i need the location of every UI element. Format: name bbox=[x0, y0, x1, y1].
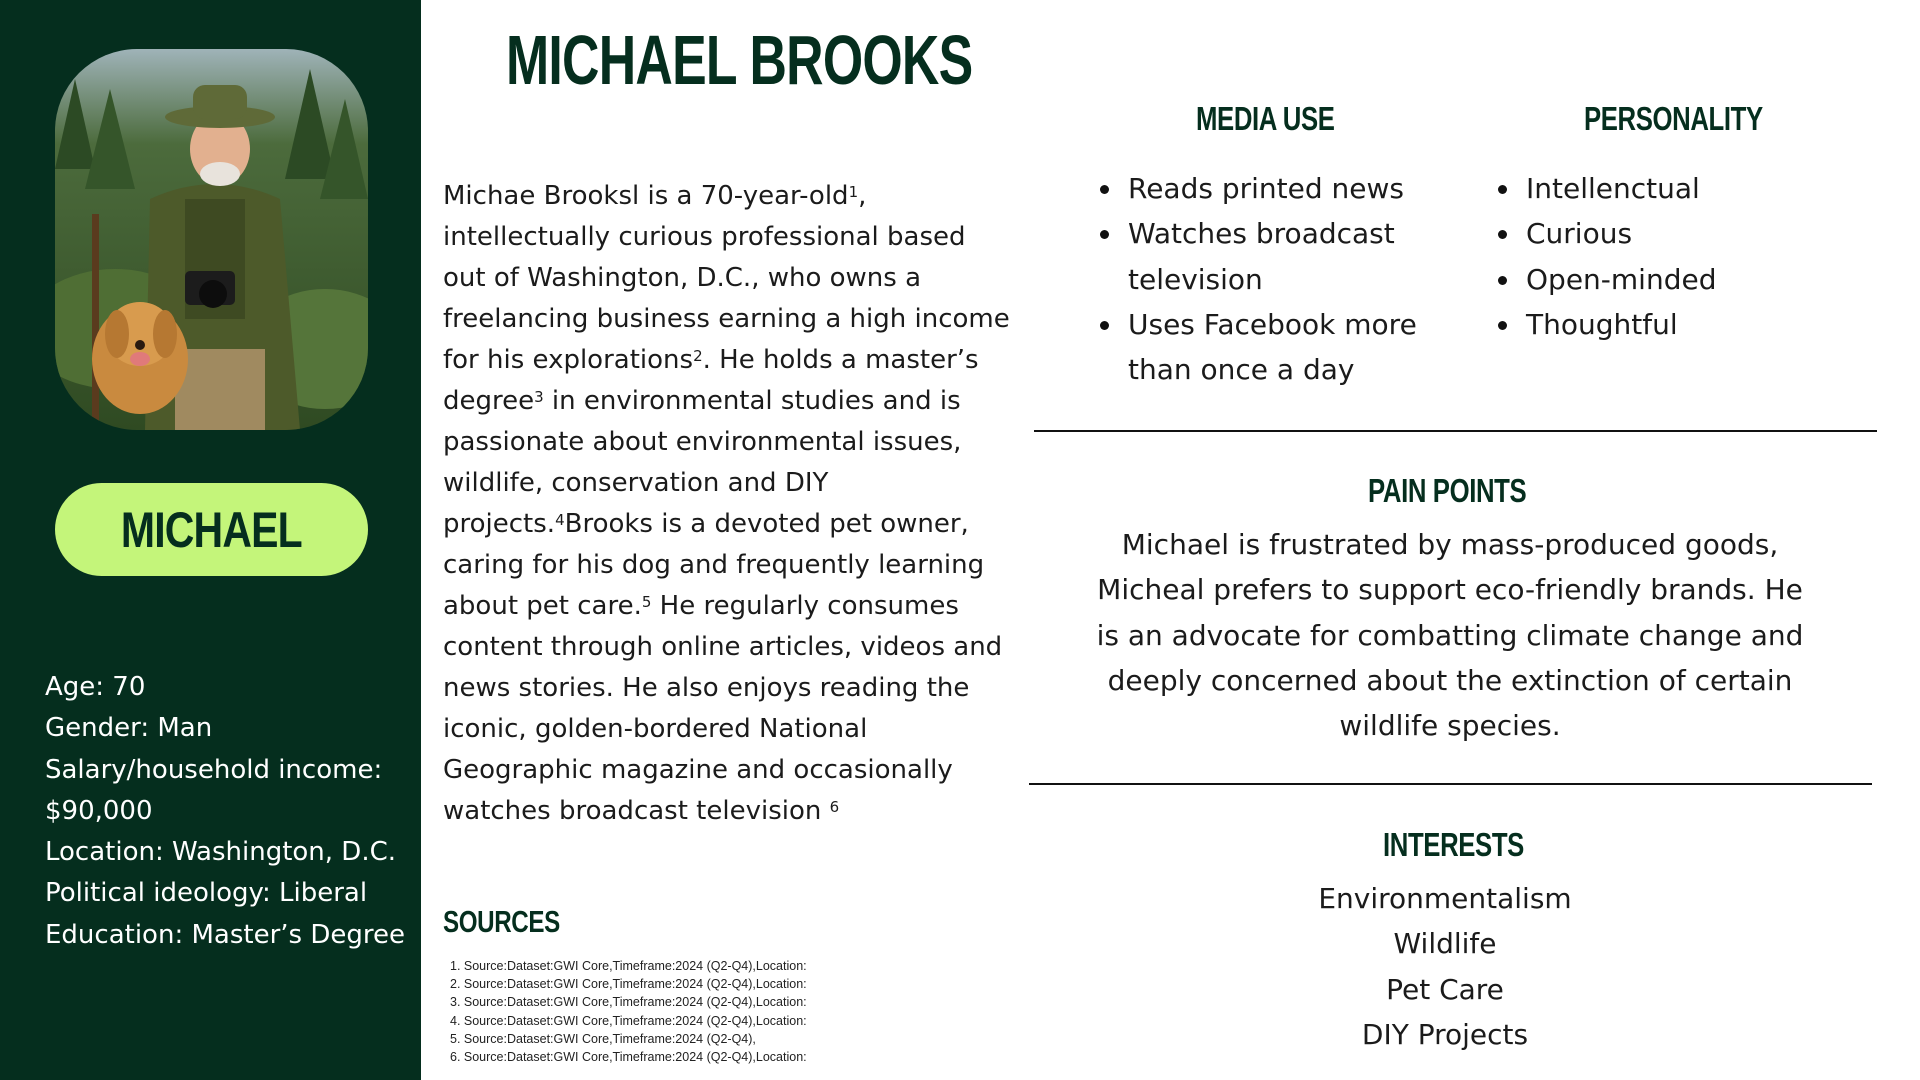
source-item: 4. Source:Dataset:GWI Core,Timeframe:2024 (Q2-Q4),Location: bbox=[450, 1013, 807, 1028]
footnote-marker: 2 bbox=[693, 347, 703, 365]
bio-line: out of Washington, D.C., who owns a bbox=[443, 263, 922, 293]
pain-points-heading: PAIN POINTS bbox=[1368, 472, 1527, 509]
bio-line: iconic, golden-bordered National bbox=[443, 714, 868, 744]
bio-line: Geographic magazine and occasionally bbox=[443, 755, 953, 785]
interests-list bbox=[1245, 876, 1645, 1057]
footnote-marker: 5 bbox=[641, 593, 652, 611]
bio-line: passionate about environmental issues, bbox=[443, 427, 962, 457]
fact-age: Age: 70 bbox=[45, 672, 146, 702]
footnote-marker: 4 bbox=[555, 511, 565, 529]
source-item: 3. Source:Dataset:GWI Core,Timeframe:2024 (Q2-Q4),Location: bbox=[450, 995, 807, 1010]
list-item: Curious bbox=[1492, 211, 1716, 256]
section-divider bbox=[1034, 430, 1877, 432]
sources-list bbox=[450, 957, 870, 1066]
footnote-marker: 3 bbox=[534, 388, 544, 406]
list-item: Uses Facebook more than once a day bbox=[1094, 302, 1417, 393]
demographics-list bbox=[45, 667, 415, 956]
footnote-marker: 1 bbox=[848, 183, 859, 201]
personality-heading: PERSONALITY bbox=[1584, 100, 1763, 137]
interest-item: DIY Projects bbox=[1361, 1017, 1529, 1051]
list-item: Intellenctual bbox=[1492, 166, 1716, 211]
source-item: 6. Source:Dataset:GWI Core,Timeframe:2024 (Q2-Q4),Location: bbox=[450, 1050, 807, 1065]
fact-income-value: $90,000 bbox=[45, 795, 153, 826]
bio-line: for his explorations$^2$. He holds a master’s bbox=[443, 345, 979, 375]
bio-line: wildlife, conservation and DIY bbox=[443, 468, 829, 498]
footnote-marker: 6 bbox=[829, 798, 840, 816]
source-item: 5. Source:Dataset:GWI Core,Timeframe:2024 (Q2-Q4), bbox=[450, 1031, 756, 1046]
page-title: MICHAEL BROOKS bbox=[506, 21, 973, 99]
bio-line: Michae Brooksl is a 70-year-old$^1$, bbox=[443, 181, 867, 211]
source-item: 1. Source:Dataset:GWI Core,Timeframe:2024 (Q2-Q4),Location: bbox=[450, 959, 807, 973]
bio-line: about pet care.$^5$ He regularly consumes bbox=[443, 591, 959, 621]
interest-item: Wildlife bbox=[1393, 927, 1497, 961]
fact-education: Education: Master’s Degree bbox=[45, 919, 405, 950]
sources-heading: SOURCES bbox=[443, 904, 560, 939]
bio-line: caring for his dog and frequently learning bbox=[443, 550, 985, 580]
fact-income-label: Salary/household income: bbox=[45, 754, 383, 785]
bio-line: watches broadcast television $^6$ bbox=[443, 796, 840, 826]
media-use-heading: MEDIA USE bbox=[1196, 100, 1335, 137]
bio-line: content through online articles, videos and bbox=[443, 632, 1003, 662]
bio-line: projects.$^4$Brooks is a devoted pet owner, bbox=[443, 509, 969, 539]
fact-gender: Gender: Man bbox=[45, 713, 213, 744]
interest-item: Pet Care bbox=[1386, 972, 1504, 1006]
bio-line: freelancing business earning a high income bbox=[443, 304, 1010, 334]
bio-line: degree$^3$ in environmental studies and is bbox=[443, 386, 961, 416]
personality-list bbox=[1492, 166, 1716, 347]
short-name: MICHAEL bbox=[120, 501, 303, 558]
name-badge bbox=[55, 483, 368, 576]
list-item: Reads printed news bbox=[1094, 166, 1417, 211]
interest-item: Environmentalism bbox=[1318, 882, 1572, 915]
list-item: Watches broadcast television bbox=[1094, 211, 1417, 302]
section-divider bbox=[1029, 783, 1872, 785]
bio-line: news stories. He also enjoys reading the bbox=[443, 673, 970, 703]
list-item: Thoughtful bbox=[1492, 302, 1716, 347]
pain-points-text: Michael is frustrated by mass-produced goods, Micheal prefers to support eco-friendly brands. He is an advocate for combatting climate change and deeply concerned about the extinction of certain wildlife species. bbox=[1096, 528, 1804, 743]
profile-sidebar bbox=[0, 0, 421, 1080]
fact-location: Location: Washington, D.C. bbox=[45, 837, 397, 868]
interests-heading: INTERESTS bbox=[1383, 826, 1524, 863]
fact-ideology: Political ideology: Liberal bbox=[45, 878, 368, 909]
profile-photo bbox=[55, 49, 368, 430]
bio-line: intellectually curious professional based bbox=[443, 222, 966, 252]
source-item: 2. Source:Dataset:GWI Core,Timeframe:2024 (Q2-Q4),Location: bbox=[450, 977, 807, 992]
media-use-list bbox=[1094, 166, 1417, 392]
list-item: Open-minded bbox=[1492, 257, 1716, 302]
bio-paragraph bbox=[443, 176, 1010, 832]
